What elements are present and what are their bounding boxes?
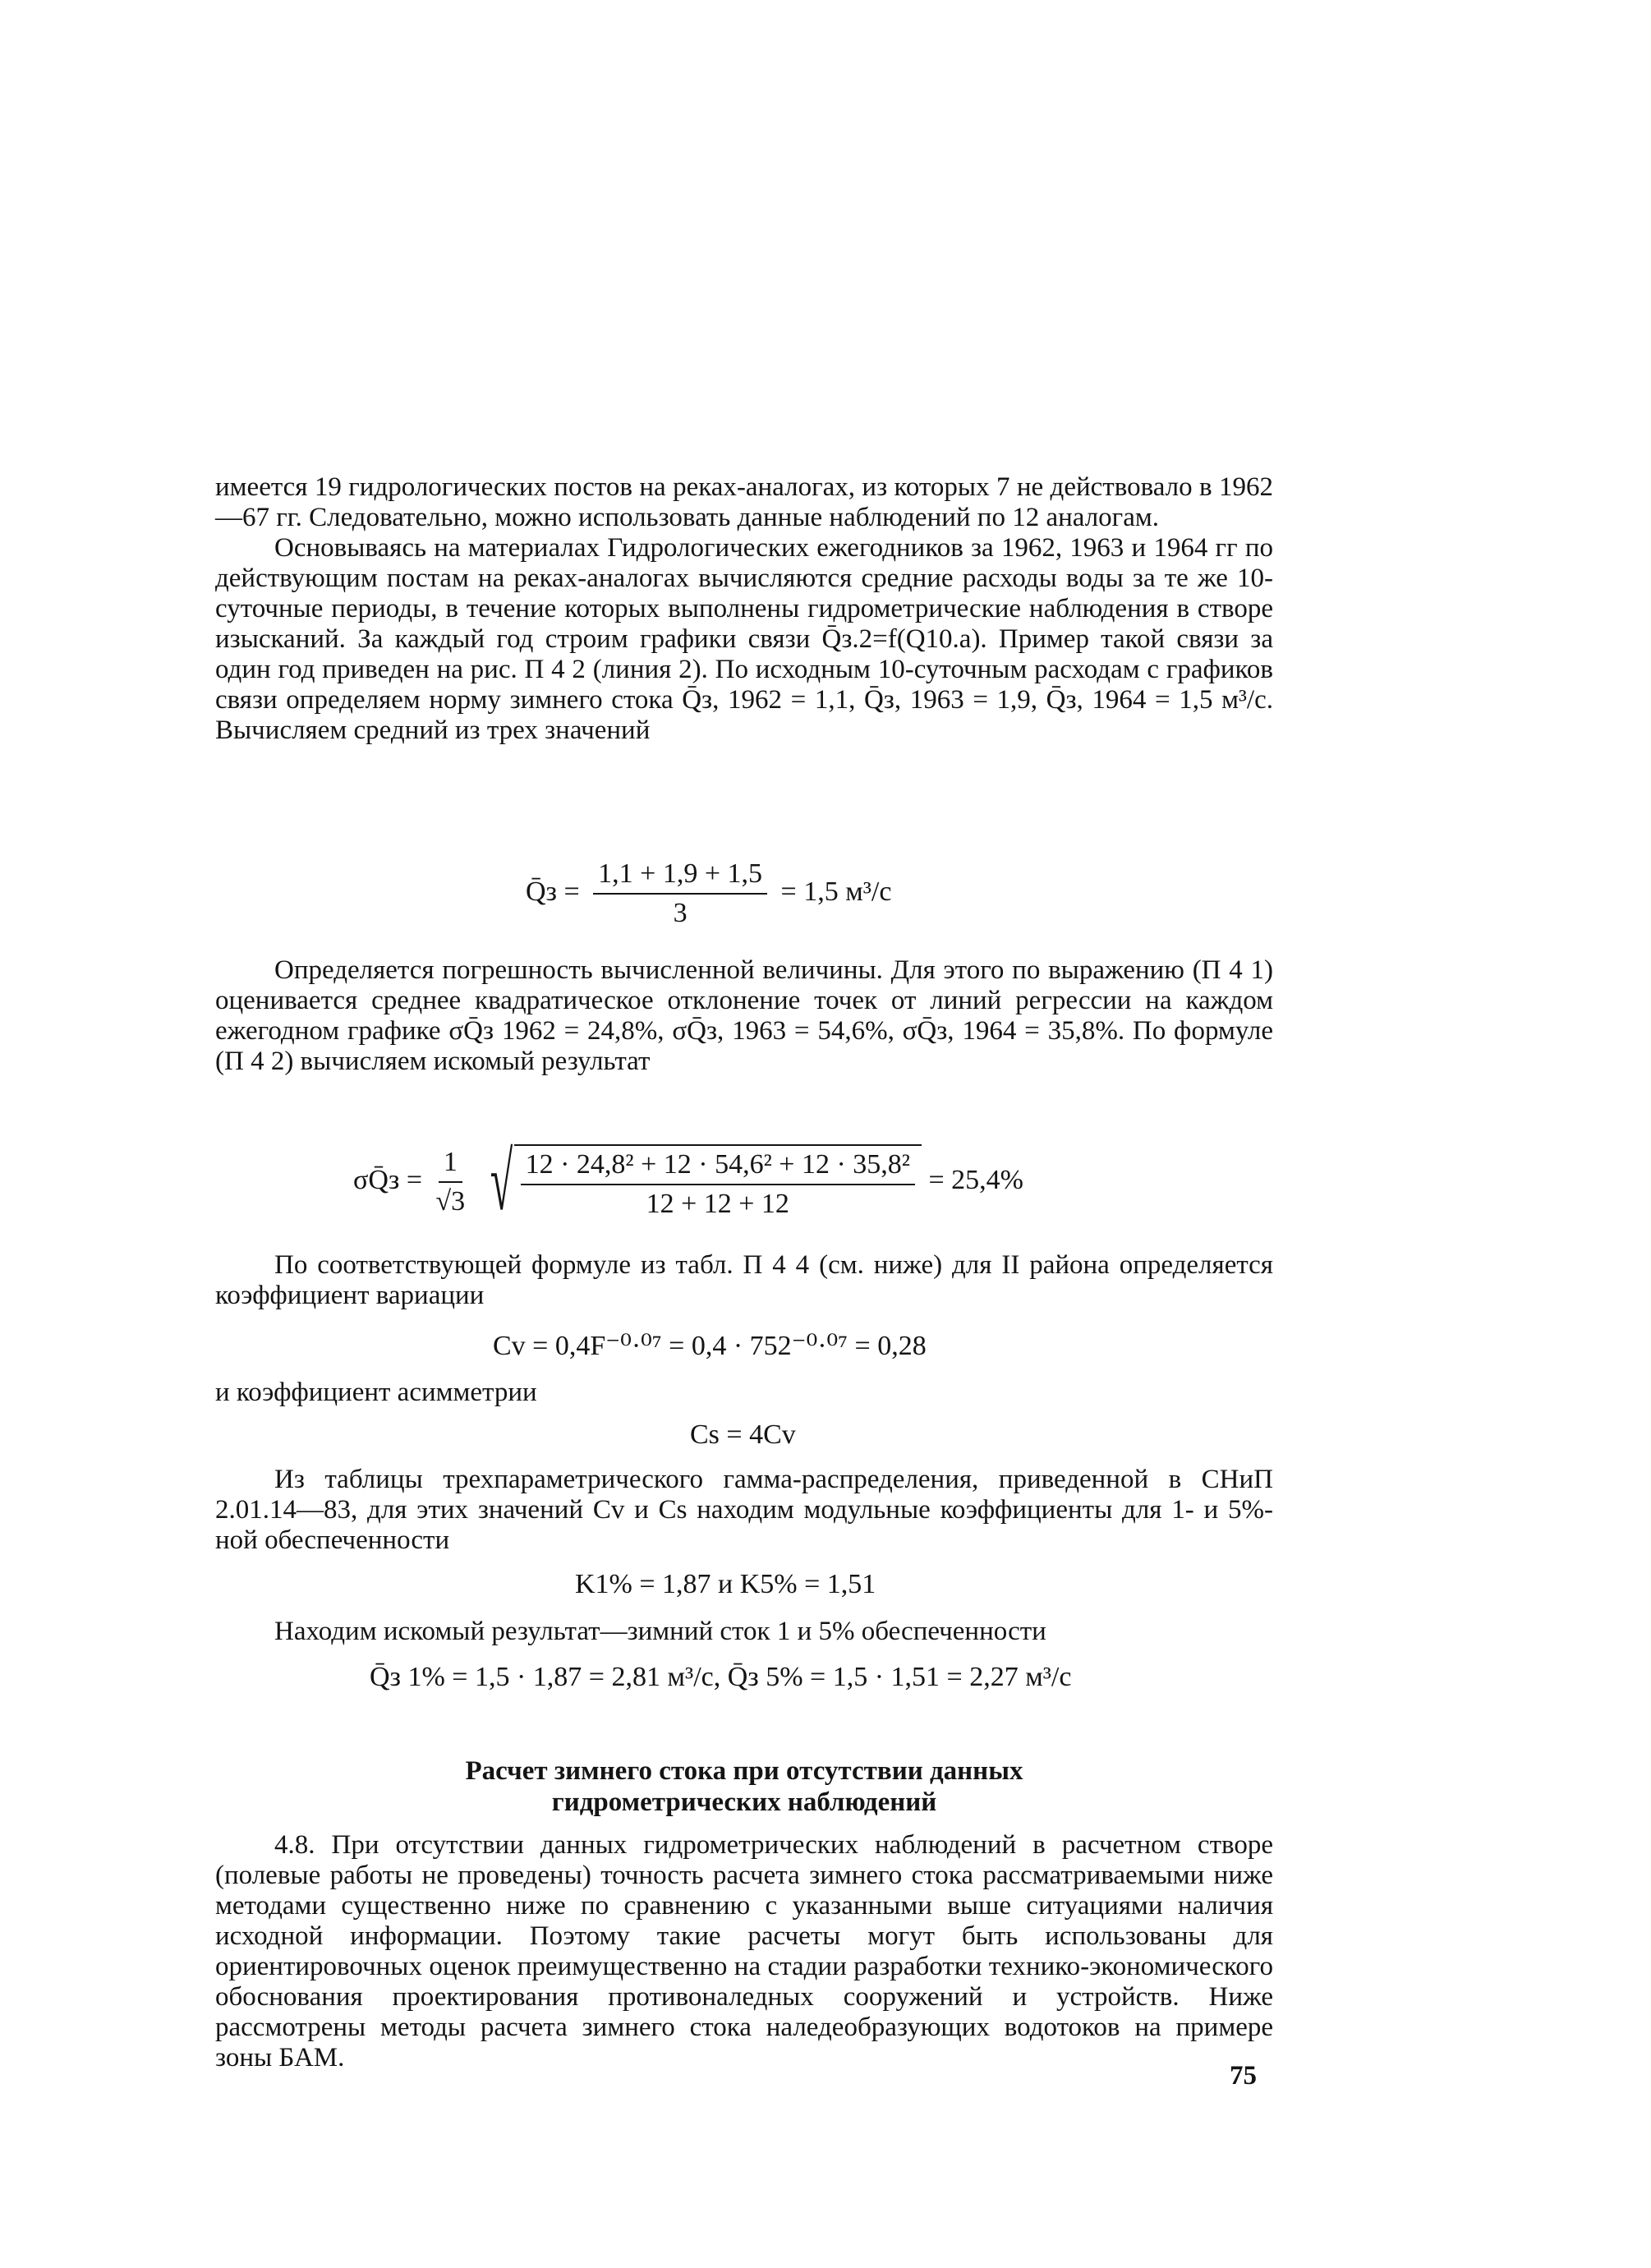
paragraph-block-result: [215, 1617, 1273, 1647]
paragraph-48: 4.8. При отсутствии данных гидрометрических наблюдений в расчетном створе (полевые работы не проведены) точность расчета зимнего стока рассматриваемыми ниже методами существенно ниже по сравнению с указанными выше ситуациями наличия исходной информации. Поэтому такие расчеты могут быть использованы для ориентировочных оценок преимущественно на стадии разработки технико-экономического обоснования проектирования противоналедных сооружений и устройств. Ниже рассмотрены методы расчета зимнего стока наледеобразующих водотоков на примере зоны БАМ.: [215, 1830, 1273, 2072]
paragraph-intro: имеется 19 гидрологических постов на реках-аналогах, из которых 7 не действовало в 1962—67 гг. Следовательно, можно использовать данные наблюдений по 12 аналогам.: [215, 472, 1273, 532]
paragraph-cs: и коэффициент асимметрии: [215, 1378, 537, 1407]
formula-sigma-coef-den: √3: [435, 1186, 466, 1217]
formula-mean-denominator: 3: [673, 898, 688, 928]
formula-sigma-inner-den: 12 + 12 + 12: [646, 1189, 789, 1219]
formula-mean-rhs: = 1,5 м³/с: [780, 876, 892, 907]
paragraph-error: Определяется погрешность вычисленной величины. Для этого по выражению (П 4 1) оценивается среднее квадратическое отклонение точек от линий регрессии на каждом ежегодном графике σQ̄з 1962 = 24,8%, σQ̄з, 1963 = 54,6%, σQ̄з, 1964 = 35,8%. По формуле (П 4 2) вычисляем искомый результат: [215, 955, 1273, 1076]
paragraph-block-top: [215, 472, 1273, 746]
formula-sigma-coef: [436, 1147, 466, 1217]
paragraph-block-cv: [215, 1250, 1273, 1311]
formula-k: K1% = 1,87 и K5% = 1,51: [575, 1569, 876, 1599]
radical-sign-icon: √: [490, 1136, 513, 1227]
formula-mean: [526, 858, 891, 929]
section-heading-line-2: гидрометрических наблюдений: [551, 1787, 937, 1817]
paragraph-method: Основываясь на материалах Гидрологических ежегодников за 1962, 1963 и 1964 гг по действующим постам на реках-аналогах вычисляются средние расходы воды за те же 10-суточные периоды, в течение которых выполнены гидрометрические наблюдения в створе изысканий. За каждый год строим графики связи Q̄з.2=f(Q10.а). Пример такой связи за один год приведен на рис. П 4 2 (линия 2). По исходным 10-суточным расходам с графиков связи определяем норму зимнего стока Q̄з, 1962 = 1,1, Q̄з, 1963 = 1,9, Q̄з, 1964 = 1,5 м³/с. Вычисляем средний из трех значений: [215, 533, 1273, 745]
formula-mean-numerator: 1,1 + 1,9 + 1,5: [593, 858, 767, 895]
paragraph-table: Из таблицы трехпараметрического гамма-распределения, приведенной в СНиП 2.01.14—83, для этих значений Cv и Cs находим модульные коэффициенты для 1- и 5%-ной обеспеченности: [215, 1465, 1273, 1555]
page-number: 75: [1230, 2061, 1257, 2091]
formula-mean-lhs: Q̄з =: [526, 876, 580, 907]
formula-sigma-inner-num: 12 · 24,8² + 12 · 54,6² + 12 · 35,8²: [521, 1149, 915, 1185]
formula-sigma-sqrt: [479, 1136, 922, 1227]
formula-sigma-inner-fraction: [521, 1149, 915, 1220]
formula-cs: Cs = 4Cv: [690, 1419, 796, 1450]
formula-sigma-coef-num: 1: [439, 1147, 462, 1183]
formula-sigma: [353, 1136, 1023, 1227]
formula-result: Q̄з 1% = 1,5 · 1,87 = 2,81 м³/с, Q̄з 5% = 1,5 · 1,51 = 2,27 м³/с: [370, 1662, 1072, 1692]
paragraph-block-48: [215, 1830, 1273, 2073]
section-heading: [215, 1755, 1273, 1818]
section-heading-line-1: Расчет зимнего стока при отсутствии данных: [465, 1756, 1023, 1786]
formula-sigma-radicand: [514, 1144, 922, 1220]
paragraph-block-cs: [215, 1378, 1273, 1408]
formula-mean-fraction: [593, 858, 767, 929]
formula-sigma-lhs: σQ̄з =: [353, 1164, 422, 1195]
paragraph-result: Находим искомый результат—зимний сток 1 и 5% обеспеченности: [274, 1617, 1046, 1646]
paragraph-cv: По соответствующей формуле из табл. П 4 4 (см. ниже) для II района определяется коэффициент вариации: [215, 1250, 1273, 1310]
paragraph-block-table: [215, 1465, 1273, 1556]
paragraph-block-error: [215, 955, 1273, 1077]
formula-sigma-rhs: = 25,4%: [928, 1164, 1023, 1195]
formula-cv: Cv = 0,4F⁻⁰·⁰⁷ = 0,4 · 752⁻⁰·⁰⁷ = 0,28: [493, 1331, 927, 1361]
